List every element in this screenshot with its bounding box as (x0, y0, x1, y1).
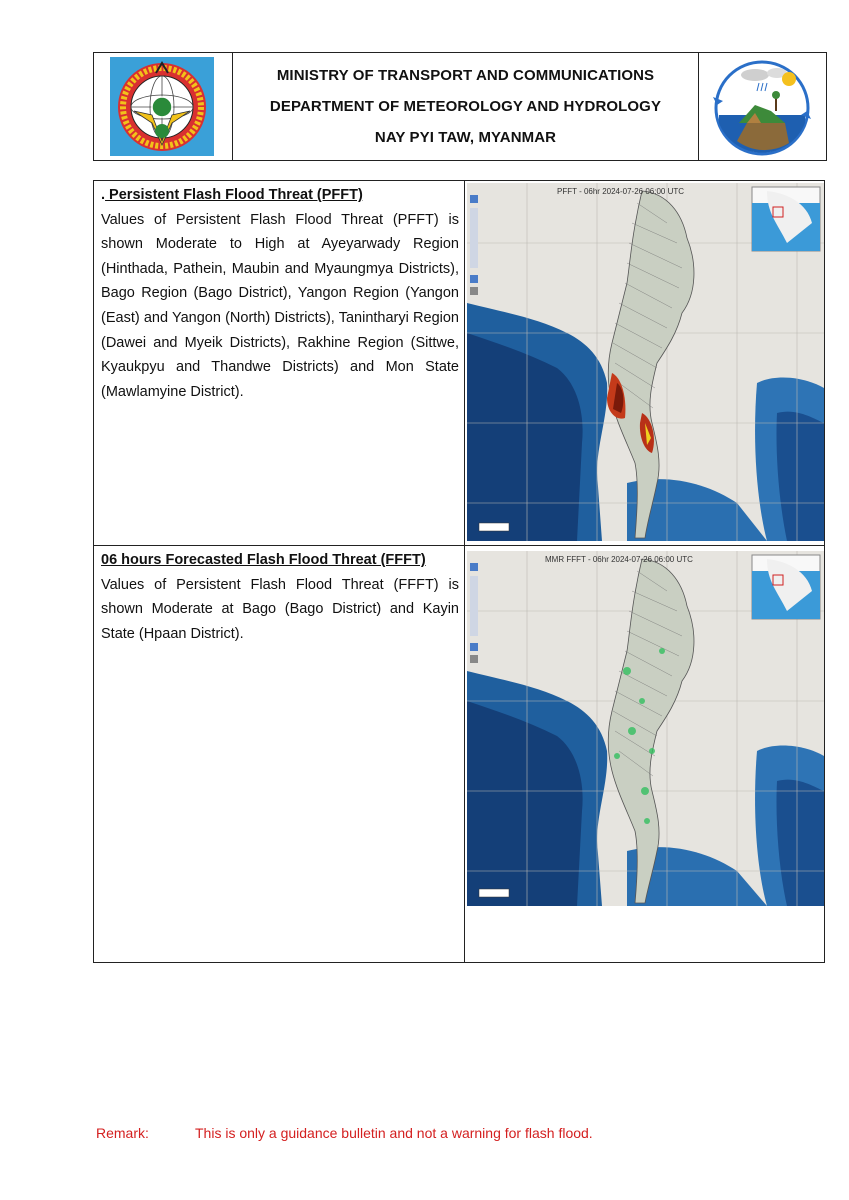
ffft-map-label: MMR FFFT - 06hr 2024-07-26 06:00 UTC (545, 555, 693, 564)
remark-label: Remark: (96, 1125, 149, 1141)
row-divider (94, 545, 824, 546)
pfft-section-text (101, 183, 459, 404)
hydrology-cycle-logo (699, 53, 826, 160)
dmh-emblem-cell (94, 53, 233, 160)
header-line-ministry: MINISTRY OF TRANSPORT AND COMMUNICATIONS (276, 67, 655, 84)
bulletin-table (93, 180, 825, 963)
header-line-department: DEPARTMENT OF METEOROLOGY AND HYDROLOGY (269, 98, 662, 115)
pfft-lead-dot: . (101, 187, 106, 203)
pfft-section-body: Values of Persistent Flash Flood Threat (PFFT) is shown Moderate to High at Ayeyarwady Region (Hinthada, Pathein, Maubin and Myaungmya Districts), Bago Region (Bago District), Yangon Region (Yangon (East) and Yangon (North) Districts), Tanintharyi Region (Dawei and Myeik Districts), Rakhine Region (Sittwe, Kyaukpyu and Thandwe Districts) and Mon State (Mawlamyine District). (101, 211, 459, 400)
header-title-block (233, 53, 699, 160)
ffft-section-title: 06 hours Forecasted Flash Flood Threat (FFFT) (101, 552, 426, 568)
column-divider (464, 181, 465, 962)
pfft-map-label: PFFT - 06hr 2024-07-26 06:00 UTC (557, 187, 685, 196)
pfft-section-title: Persistent Flash Flood Threat (PFFT) (105, 187, 363, 203)
remark-text: This is only a guidance bulletin and not a warning for flash flood. (195, 1125, 593, 1141)
dmh-emblem-logo (94, 53, 232, 160)
ffft-map (467, 551, 824, 906)
header-line-location: NAY PYI TAW, MYANMAR (374, 129, 557, 146)
pfft-map (467, 183, 824, 541)
pfft-map-image (467, 183, 824, 541)
ffft-section-body: Values of Persistent Flash Flood Threat (FFFT) is shown Moderate at Bago (Bago District) and Kayin State (Hpaan District). (101, 576, 459, 642)
hydrology-cycle-cell (699, 53, 826, 160)
ffft-map-image (467, 551, 824, 906)
header-table (93, 52, 827, 161)
ffft-section-text (101, 548, 459, 646)
